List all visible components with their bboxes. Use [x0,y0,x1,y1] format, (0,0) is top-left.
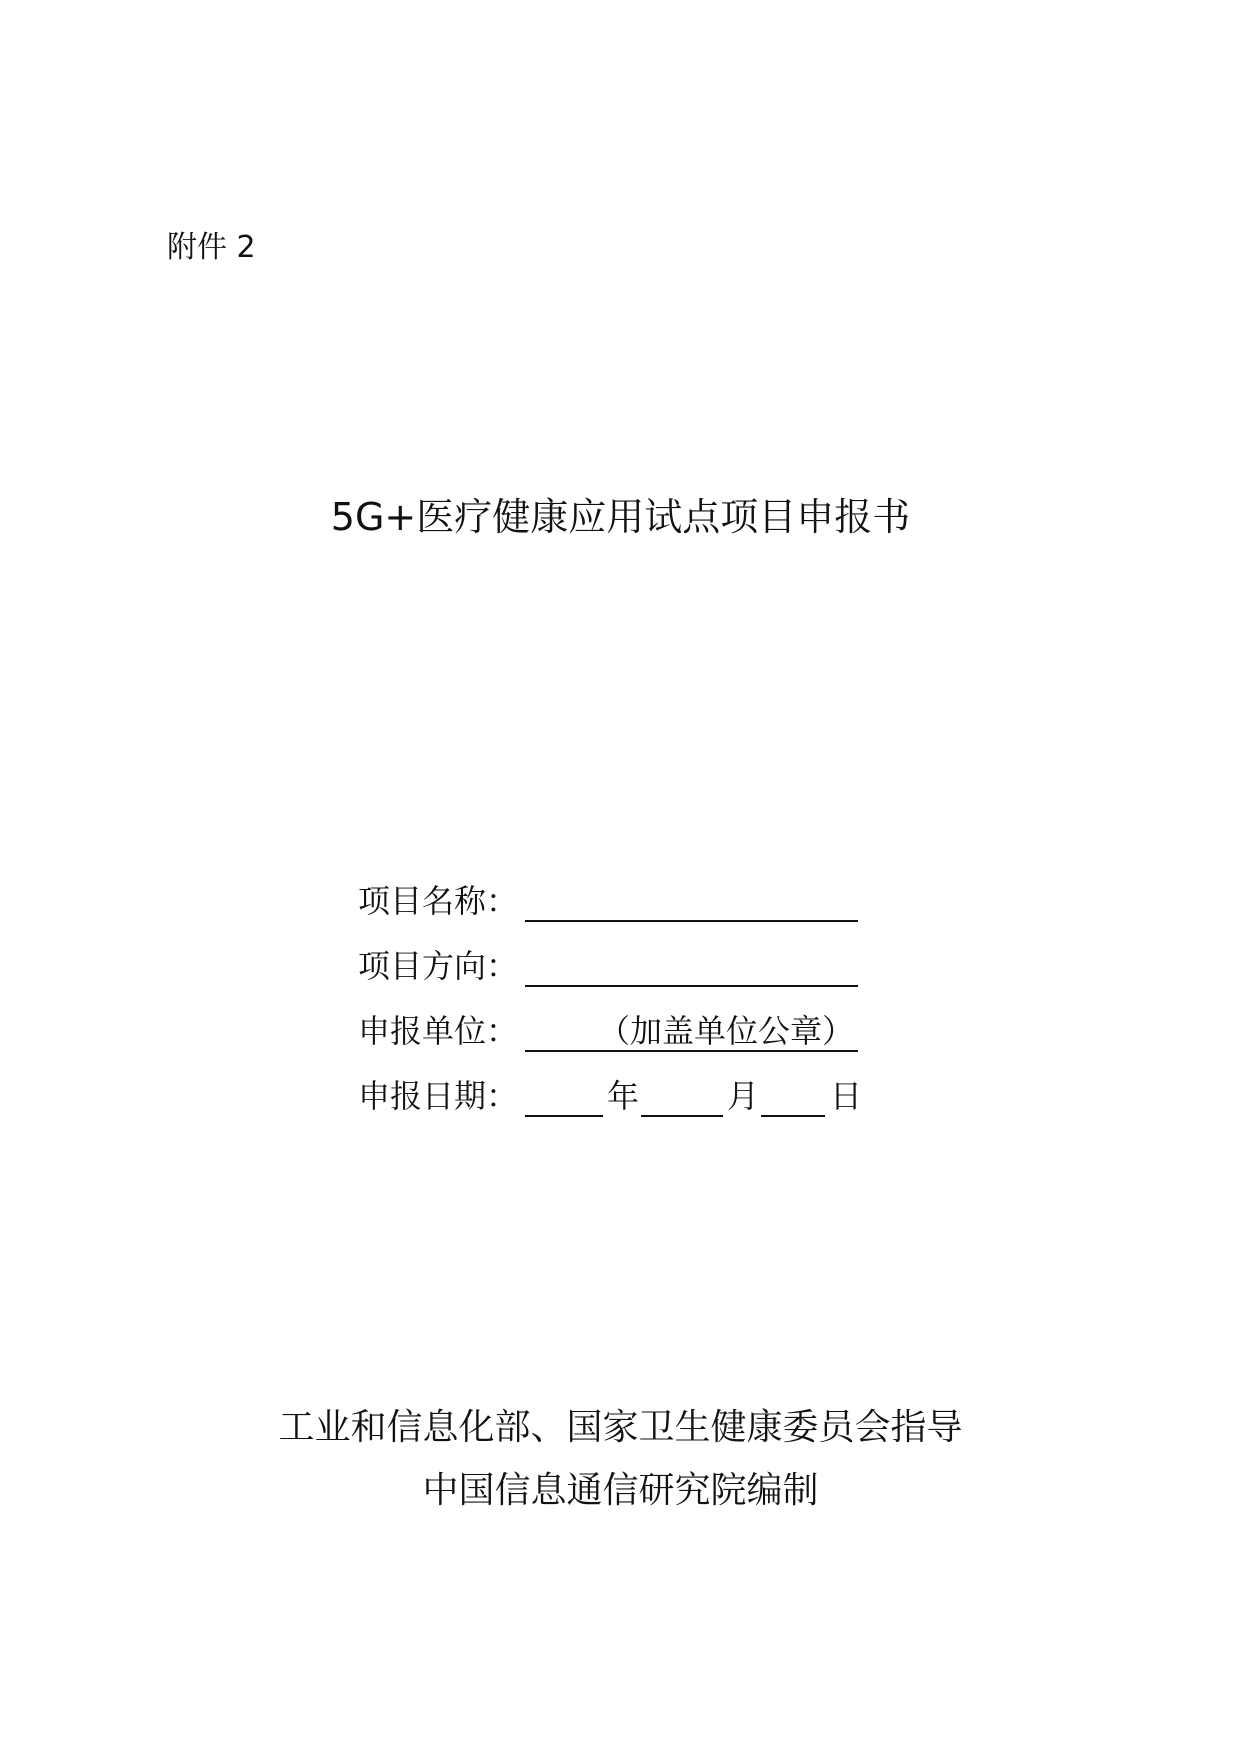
year-unit: 年 [607,1077,640,1115]
month-fill-line[interactable] [641,1115,723,1117]
applicant-row [358,1006,878,1056]
project-direction-label: 项目方向： [358,947,519,985]
project-direction-row [358,941,878,991]
applicant-seal-note: （加盖单位公章） [597,1012,854,1050]
month-unit: 月 [727,1077,760,1115]
year-fill-line[interactable] [525,1115,603,1117]
project-name-fill-line[interactable] [525,920,858,922]
application-date-label: 申报日期： [358,1077,519,1115]
attachment-label: 附件 2 [167,230,256,265]
applicant-fill-line[interactable] [525,1050,858,1052]
project-name-row [358,876,878,926]
application-date-row [358,1071,878,1121]
day-unit: 日 [830,1077,863,1115]
applicant-label: 申报单位： [358,1012,519,1050]
document-title: 5G+医疗健康应用试点项目申报书 [330,495,911,539]
compiled-by-line: 中国信息通信研究院编制 [422,1470,819,1511]
project-direction-fill-line[interactable] [525,985,858,987]
day-fill-line[interactable] [761,1115,825,1117]
project-name-label: 项目名称： [358,882,519,920]
guidance-line: 工业和信息化部、国家卫生健康委员会指导 [278,1407,963,1448]
